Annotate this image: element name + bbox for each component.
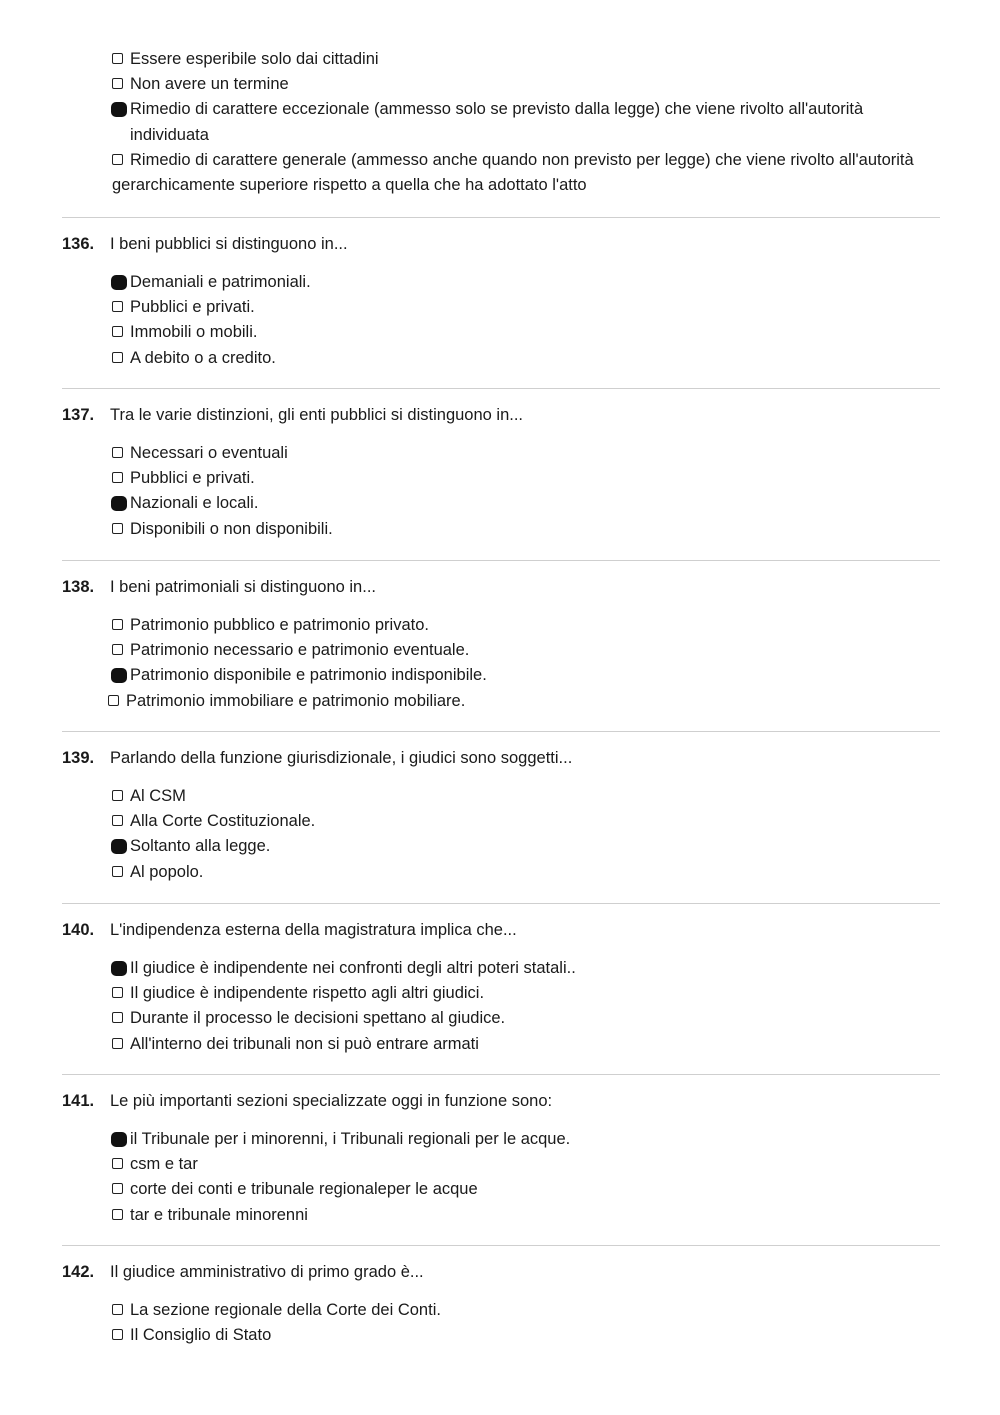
checkbox-icon[interactable] (112, 472, 123, 483)
answer-option[interactable] (112, 809, 940, 834)
checkbox-icon[interactable] (112, 326, 123, 337)
option-text: Rimedio di carattere generale (ammesso anche quando non previsto per legge) che viene rivolto all'autorità gerarchicamente superiore rispetto a quella che ha adottato l'atto (112, 150, 914, 195)
answer-option-selected[interactable] (112, 270, 940, 295)
option-text: Demaniali e patrimoniali. (130, 273, 311, 291)
question-text: Tra le varie distinzioni, gli enti pubblici si distinguono in... (110, 406, 524, 424)
question-text: I beni pubblici si distinguono in... (110, 235, 348, 253)
answer-option[interactable] (112, 1152, 940, 1177)
option-text: Durante il processo le decisioni spettano al giudice. (130, 1009, 506, 1028)
answer-option[interactable] (112, 295, 940, 320)
option-text: Patrimonio necessario e patrimonio eventuale. (130, 641, 470, 660)
divider (62, 903, 940, 904)
question-number: 140. (62, 921, 95, 939)
question-number: 141. (62, 1092, 95, 1110)
option-text: tar e tribunale minorenni (130, 1205, 308, 1224)
question-text: I beni patrimoniali si distinguono in... (110, 578, 376, 596)
checkbox-icon[interactable] (112, 1304, 123, 1315)
option-text: Pubblici e privati. (130, 469, 255, 488)
answer-option[interactable] (112, 784, 940, 809)
question-number: 142. (62, 1263, 95, 1281)
divider (62, 560, 940, 561)
question-text: Parlando della funzione giurisdizionale, i giudici sono soggetti... (110, 749, 573, 767)
option-text: Soltanto alla legge. (130, 837, 271, 856)
answer-option[interactable] (112, 466, 940, 491)
checked-checkbox-icon[interactable] (111, 668, 127, 683)
checkbox-icon[interactable] (112, 523, 123, 534)
question-139 (62, 747, 940, 885)
question-142 (62, 1261, 940, 1348)
option-text: Al CSM (130, 787, 186, 805)
checkbox-icon[interactable] (112, 619, 123, 630)
option-text: A debito o a credito. (130, 348, 276, 367)
checkbox-icon[interactable] (112, 987, 123, 998)
divider (62, 1245, 940, 1246)
option-text: Essere esperibile solo dai cittadini (130, 50, 379, 68)
option-text: Disponibili o non disponibili. (130, 519, 333, 538)
answer-option[interactable] (112, 1298, 940, 1323)
checkbox-icon[interactable] (112, 1038, 123, 1049)
checked-checkbox-icon[interactable] (111, 839, 127, 854)
checked-checkbox-icon[interactable] (111, 496, 127, 511)
answer-option-selected[interactable] (112, 834, 940, 859)
checkbox-icon[interactable] (112, 352, 123, 363)
answer-option[interactable] (112, 638, 940, 663)
checkbox-icon[interactable] (112, 53, 123, 64)
answer-option[interactable] (112, 346, 940, 371)
checkbox-icon[interactable] (112, 1012, 123, 1023)
option-text: Nazionali e locali. (130, 494, 259, 513)
question-140 (62, 919, 940, 1057)
checkbox-icon[interactable] (112, 790, 123, 801)
divider (62, 217, 940, 218)
question-number: 138. (62, 578, 95, 596)
answer-option[interactable] (112, 320, 940, 345)
option-text: Rimedio di carattere eccezionale (ammesso solo se previsto dalla legge) che viene rivolto all'autorità individuata (130, 100, 864, 144)
option-text: Alla Corte Costituzionale. (130, 812, 316, 831)
answer-option[interactable] (112, 72, 932, 97)
question-number: 137. (62, 406, 95, 424)
answer-option[interactable] (112, 1006, 940, 1031)
answer-option-selected[interactable] (112, 1127, 940, 1152)
checkbox-icon[interactable] (112, 1329, 123, 1340)
option-text: Non avere un termine (130, 75, 289, 94)
option-text: Il giudice è indipendente rispetto agli altri giudici. (130, 984, 485, 1003)
option-text: Patrimonio immobiliare e patrimonio mobiliare. (126, 691, 466, 710)
question-text: Le più importanti sezioni specializzate oggi in funzione sono: (110, 1092, 553, 1110)
previous-question-options (112, 47, 932, 198)
question-136 (62, 233, 940, 371)
question-137 (62, 404, 940, 542)
answer-option[interactable] (112, 1323, 940, 1348)
option-text: Patrimonio disponibile e patrimonio indisponibile. (130, 666, 487, 685)
checkbox-icon[interactable] (112, 815, 123, 826)
checkbox-icon[interactable] (112, 78, 123, 89)
question-141 (62, 1090, 940, 1228)
question-text: Il giudice amministrativo di primo grado è... (110, 1263, 424, 1281)
answer-option[interactable] (112, 981, 940, 1006)
divider (62, 731, 940, 732)
answer-option[interactable] (112, 1177, 940, 1202)
option-text: Il giudice è indipendente nei confronti degli altri poteri statali.. (130, 959, 576, 977)
checked-checkbox-icon[interactable] (111, 275, 127, 290)
answer-option[interactable] (112, 1032, 940, 1057)
option-text: All'interno dei tribunali non si può entrare armati (130, 1034, 479, 1053)
answer-option[interactable] (112, 860, 940, 885)
answer-option[interactable] (112, 1203, 940, 1228)
answer-option[interactable] (112, 613, 940, 638)
option-text: Patrimonio pubblico e patrimonio privato. (130, 616, 429, 634)
option-text: corte dei conti e tribunale regionaleper le acque (130, 1180, 478, 1199)
option-text: Il Consiglio di Stato (130, 1326, 272, 1345)
answer-option-selected[interactable] (112, 663, 940, 688)
question-text: L'indipendenza esterna della magistratura implica che... (110, 921, 517, 939)
checked-checkbox-icon[interactable] (111, 961, 127, 976)
question-138 (62, 576, 940, 714)
option-text: il Tribunale per i minorenni, i Tribunali regionali per le acque. (130, 1130, 571, 1148)
option-text: La sezione regionale della Corte dei Conti. (130, 1301, 441, 1319)
answer-option[interactable] (112, 441, 940, 466)
answer-option-selected[interactable] (112, 491, 940, 516)
question-number: 139. (62, 749, 95, 767)
answer-option[interactable] (112, 148, 932, 198)
option-text: Necessari o eventuali (130, 444, 288, 462)
divider (62, 1074, 940, 1075)
answer-option-selected[interactable] (112, 956, 940, 981)
checkbox-icon[interactable] (112, 301, 123, 312)
checked-checkbox-icon[interactable] (111, 102, 127, 117)
option-text: Immobili o mobili. (130, 323, 258, 342)
answer-option[interactable] (112, 517, 940, 542)
checkbox-icon[interactable] (112, 154, 123, 165)
question-number: 136. (62, 235, 95, 253)
checkbox-icon[interactable] (112, 447, 123, 458)
checkbox-icon[interactable] (112, 1209, 123, 1220)
option-text: Al popolo. (130, 862, 204, 881)
answer-option[interactable] (108, 689, 940, 714)
checked-checkbox-icon[interactable] (111, 1132, 127, 1147)
checkbox-icon[interactable] (112, 1183, 123, 1194)
checkbox-icon[interactable] (112, 866, 123, 877)
option-text: Pubblici e privati. (130, 298, 255, 317)
divider (62, 388, 940, 389)
option-text: csm e tar (130, 1155, 198, 1174)
checkbox-icon[interactable] (112, 644, 123, 655)
answer-option[interactable] (112, 47, 932, 72)
answer-option-selected[interactable] (112, 97, 932, 147)
checkbox-icon[interactable] (112, 1158, 123, 1169)
checkbox-icon[interactable] (108, 695, 119, 706)
